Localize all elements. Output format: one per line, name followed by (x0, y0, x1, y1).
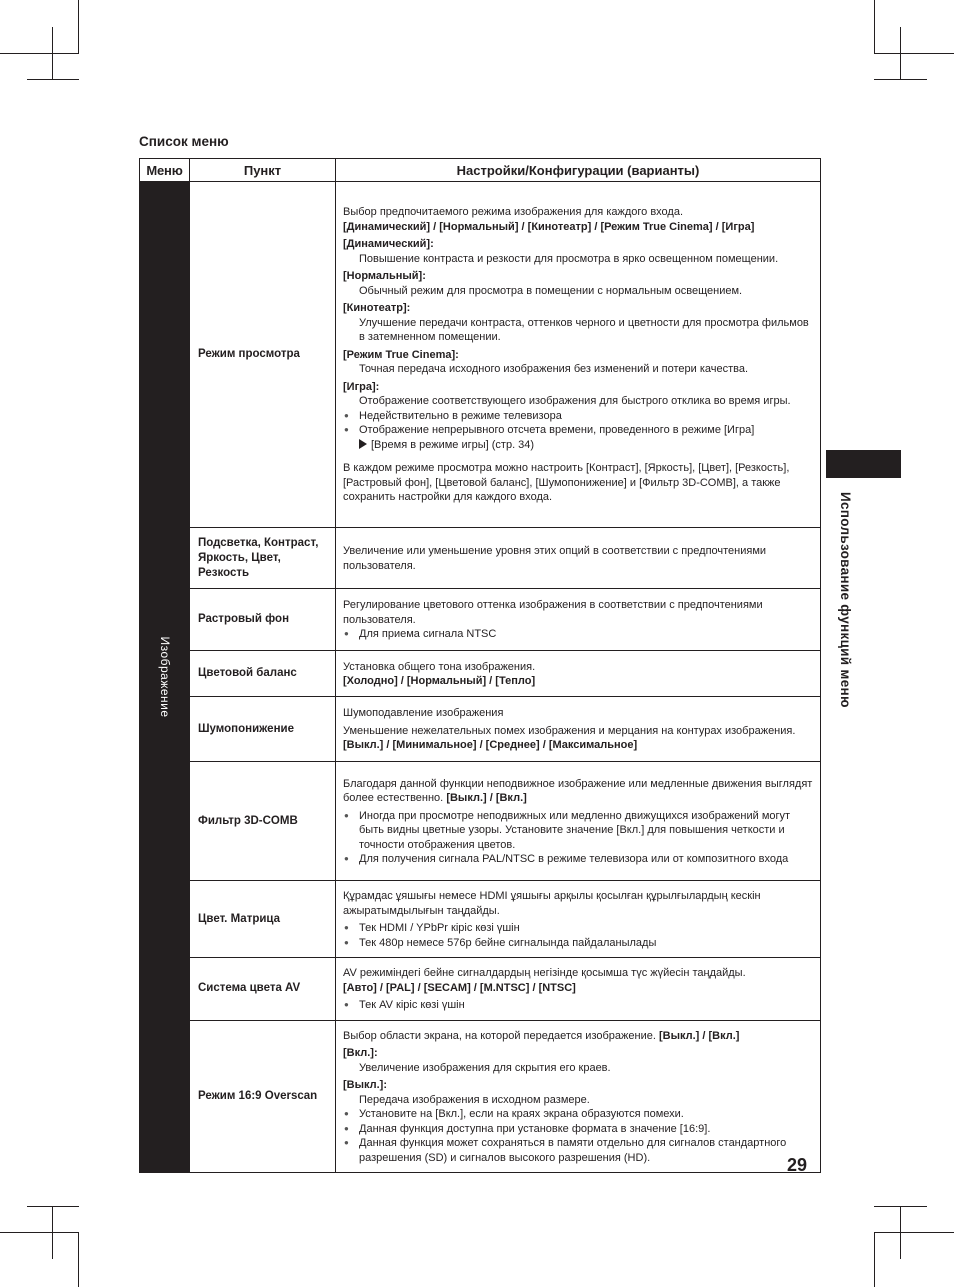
header-settings: Настройки/Конфигурации (варианты) (336, 159, 821, 182)
crop-mark (874, 1206, 927, 1207)
desc-av-color-system (336, 958, 821, 1021)
item-viewing-mode: Режим просмотра (190, 182, 336, 528)
item-color-matrix: Цвет. Матрица (190, 881, 336, 958)
desc-color-balance (336, 651, 821, 697)
table-row (140, 182, 821, 528)
item-tint: Растровый фон (190, 589, 336, 651)
desc-text: Благодаря данной функции неподвижное изображение или медленные движения выглядят более естественно. (343, 777, 813, 804)
option-desc: Обычный режим для просмотра в помещении с нормальным освещением. (359, 284, 743, 297)
desc-viewing-mode (336, 182, 821, 528)
item-av-color-system: Система цвета AV (190, 958, 336, 1021)
option-label: [Нормальный]: (343, 270, 426, 283)
desc-text: AV режиміндегі бейне сигналдардың негізінде қосымша түс жүйесін таңдайды. (343, 967, 746, 979)
item-overscan: Режим 16:9 Overscan (190, 1020, 336, 1173)
bullet-item: ● Тек HDMI / YPbPr кіріс көзі үшін (343, 921, 813, 936)
header-item: Пункт (190, 159, 336, 182)
options-text: [Авто] / [PAL] / [SECAM] / [M.NTSC] / [NTSC] (343, 981, 576, 994)
bullet-item: ● Для получения сигнала PAL/NTSC в режиме телевизора или от композитного входа (343, 852, 813, 867)
options-text: [Выкл.] / [Вкл.] (658, 1029, 740, 1042)
side-chapter-label: Использование функций меню (838, 492, 853, 708)
table-header-row (140, 159, 821, 182)
desc-tint (336, 589, 821, 651)
page-number: 29 (787, 1155, 808, 1175)
desc-text: Құрамдас ұяшығы немесе HDMI ұяшығы арқылы қосылған құрылғылардың кескін ажыратымдылығын таңдайды. (343, 890, 761, 917)
bullet-item: ● Данная функция может сохраняться в памяти отдельно для сигналов стандартного разрешения (SD) и сигналов высокого разрешения (HD). (343, 1136, 813, 1165)
crop-mark (874, 1232, 954, 1233)
desc-color-matrix (336, 881, 821, 958)
desc-text: Выбор предпочитаемого режима изображения для каждого входа. (343, 206, 684, 219)
option-desc: Повышение контраста и резкости для просмотра в ярко освещенном помещении. (359, 252, 779, 265)
table-row (140, 651, 821, 697)
desc-backlight (336, 528, 821, 589)
menu-group-cell (140, 182, 190, 1173)
desc-text: Увеличение или уменьшение уровня этих опций в соответствии с предпочтениями пользователя. (343, 545, 767, 572)
crop-mark (78, 0, 79, 54)
crop-mark (874, 53, 954, 54)
crop-mark (0, 1232, 79, 1233)
menu-table (139, 158, 821, 1173)
table-row (140, 528, 821, 589)
desc-text: Шумоподавление изображения (343, 707, 504, 720)
options-text: [Выкл.] / [Минимальное] / [Среднее] / [Максимальное] (343, 739, 638, 752)
side-tab-marker (826, 450, 901, 478)
item-color-balance: Цветовой баланс (190, 651, 336, 697)
desc-text: Установка общего тона изображения. (343, 660, 536, 673)
table-row (140, 958, 821, 1021)
crop-mark (874, 0, 875, 54)
desc-text: Выбор области экрана, на которой передается изображение. (343, 1029, 656, 1042)
desc-3d-comb (336, 762, 821, 881)
option-label: [Выкл.]: (343, 1079, 388, 1091)
bullet-item: ● Иногда при просмотре неподвижных или медленно движущихся изображений могут быть видны цветные узоры. Установите значение [Вкл.] для повышения четкости и точности отображения цветов. (343, 809, 813, 853)
table-row (140, 1020, 821, 1173)
bullet-item: ● Данная функция доступна при установке формата в значение [16:9]. (343, 1122, 813, 1137)
option-label: [Вкл.]: (343, 1047, 378, 1059)
crop-mark (874, 79, 927, 80)
crop-mark (0, 53, 79, 54)
menu-group-label: Изображение (157, 636, 172, 718)
options-text: [Холодно] / [Нормальный] / [Тепло] (343, 675, 536, 687)
desc-overscan (336, 1020, 821, 1173)
option-desc: Улучшение передачи контраста, оттенков черного и цветности для просмотра фильмов в затемненном помещении. (359, 316, 809, 344)
desc-text: Регулирование цветового оттенка изображения в соответствии с предпочтениями пользователя. (343, 599, 763, 626)
options-text: [Динамический] / [Нормальный] / [Кинотеатр] / [Режим True Cinema] / [Игра] (343, 220, 755, 233)
arrow-right-icon (359, 439, 367, 449)
header-menu: Меню (140, 159, 190, 182)
bullet-item: ● Тек AV кіріс көзі үшін (343, 998, 813, 1013)
page-reference (343, 438, 813, 453)
crop-mark (27, 79, 79, 80)
option-desc: Отображение соответствующего изображения для быстрого отклика во время игры. (359, 395, 791, 408)
option-label: [Игра]: (343, 380, 380, 393)
table-row (140, 881, 821, 958)
crop-mark (874, 1232, 875, 1287)
crop-mark (27, 1206, 79, 1207)
table-row (140, 589, 821, 651)
desc-noise (336, 697, 821, 762)
option-desc: Увеличение изображения для скрытия его краев. (359, 1061, 611, 1074)
desc-footer: В каждом режиме просмотра можно настроить [Контраст], [Яркость], [Цвет], [Резкость], [Растровый фон], [Цветовой баланс], [Шумопонижение] и [Фильтр 3D-COMB], а также сохранить настройки для каждого входа. (343, 462, 790, 504)
bullet-item: ● Отображение непрерывного отсчета времени, проведенного в режиме [Игра] (343, 423, 813, 438)
crop-mark (78, 1232, 79, 1287)
bullet-item: ● Тек 480p немесе 576p бейне сигналында пайдаланылады (343, 936, 813, 951)
bullet-item: ● Недействительно в режиме телевизора (343, 409, 813, 424)
option-desc: Точная передача исходного изображения без изменений и потери качества. (359, 363, 749, 376)
item-backlight: Подсветка, Контраст, Яркость, Цвет, Резкость (190, 528, 336, 589)
option-label: [Кинотеатр]: (343, 302, 411, 315)
table-row (140, 697, 821, 762)
item-noise: Шумопонижение (190, 697, 336, 762)
reference-text: [Время в режиме игры] (стр. 34) (371, 438, 535, 451)
table-row (140, 762, 821, 881)
item-3d-comb: Фильтр 3D-COMB (190, 762, 336, 881)
section-title: Список меню (139, 134, 229, 149)
bullet-item: ● Установите на [Вкл.], если на краях экрана образуются помехи. (343, 1107, 813, 1122)
option-desc: Передача изображения в исходном размере. (359, 1093, 590, 1106)
option-label: [Динамический]: (343, 238, 434, 251)
option-label: [Режим True Cinema]: (343, 348, 459, 361)
options-text: [Выкл.] / [Вкл.] (446, 792, 527, 804)
desc-text: Уменьшение нежелательных помех изображения и мерцания на контурах изображения. (343, 724, 796, 737)
bullet-item: ● Для приема сигнала NTSC (343, 627, 813, 642)
